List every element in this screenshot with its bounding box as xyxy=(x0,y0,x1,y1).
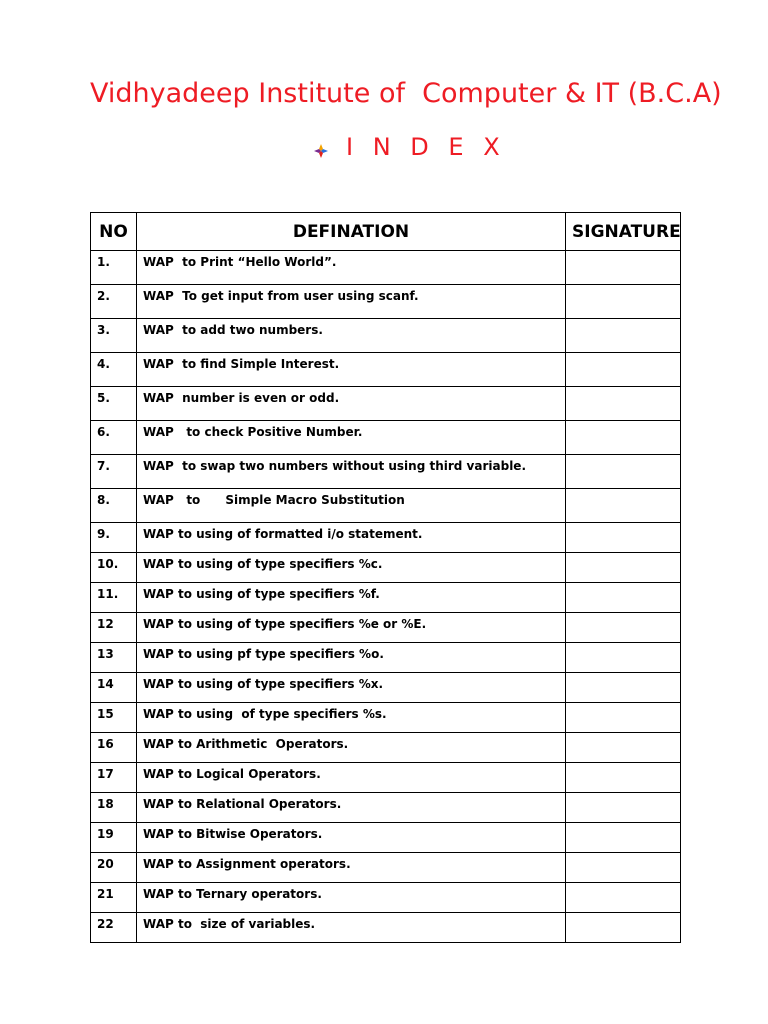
table-row xyxy=(91,455,681,489)
row-definition-cell: WAP to using of type specifiers %f. xyxy=(137,583,566,613)
row-signature-cell[interactable] xyxy=(566,853,681,883)
row-definition-cell: WAP to Ternary operators. xyxy=(137,883,566,913)
row-number-cell: 19 xyxy=(91,823,137,853)
table-row xyxy=(91,353,681,387)
row-number-cell: 10. xyxy=(91,553,137,583)
row-number-cell: 1. xyxy=(91,251,137,285)
table-row xyxy=(91,763,681,793)
row-definition-cell: WAP to find Simple Interest. xyxy=(137,353,566,387)
row-definition-cell: WAP to swap two numbers without using third variable. xyxy=(137,455,566,489)
row-signature-cell[interactable] xyxy=(566,489,681,523)
table-body xyxy=(91,251,681,943)
table-row xyxy=(91,613,681,643)
table-row xyxy=(91,387,681,421)
row-number-cell: 5. xyxy=(91,387,137,421)
row-definition-cell: WAP to using of type specifiers %s. xyxy=(137,703,566,733)
index-title: I N D E X xyxy=(346,133,506,161)
row-signature-cell[interactable] xyxy=(566,793,681,823)
row-signature-cell[interactable] xyxy=(566,251,681,285)
row-signature-cell[interactable] xyxy=(566,883,681,913)
table-row xyxy=(91,853,681,883)
column-header-no: NO xyxy=(91,213,137,251)
row-definition-cell: WAP to using of type specifiers %c. xyxy=(137,553,566,583)
row-signature-cell[interactable] xyxy=(566,733,681,763)
row-number-cell: 20 xyxy=(91,853,137,883)
row-number-cell: 8. xyxy=(91,489,137,523)
table-row xyxy=(91,733,681,763)
column-header-signature: SIGNATURE xyxy=(566,213,681,251)
row-signature-cell[interactable] xyxy=(566,455,681,489)
four-color-star-bullet-icon xyxy=(314,144,328,158)
row-definition-cell: WAP to Print “Hello World”. xyxy=(137,251,566,285)
row-signature-cell[interactable] xyxy=(566,387,681,421)
table-row xyxy=(91,643,681,673)
row-signature-cell[interactable] xyxy=(566,353,681,387)
row-number-cell: 9. xyxy=(91,523,137,553)
row-definition-cell: WAP to Simple Macro Substitution xyxy=(137,489,566,523)
row-definition-cell: WAP to Arithmetic Operators. xyxy=(137,733,566,763)
table-row xyxy=(91,883,681,913)
row-signature-cell[interactable] xyxy=(566,285,681,319)
row-definition-cell: WAP to Logical Operators. xyxy=(137,763,566,793)
row-signature-cell[interactable] xyxy=(566,673,681,703)
row-number-cell: 6. xyxy=(91,421,137,455)
row-definition-cell: WAP to using pf type specifiers %o. xyxy=(137,643,566,673)
row-signature-cell[interactable] xyxy=(566,613,681,643)
row-signature-cell[interactable] xyxy=(566,319,681,353)
table-row xyxy=(91,251,681,285)
row-number-cell: 7. xyxy=(91,455,137,489)
table-row xyxy=(91,823,681,853)
row-number-cell: 12 xyxy=(91,613,137,643)
row-number-cell: 4. xyxy=(91,353,137,387)
row-number-cell: 3. xyxy=(91,319,137,353)
table-row xyxy=(91,285,681,319)
row-number-cell: 14 xyxy=(91,673,137,703)
row-number-cell: 18 xyxy=(91,793,137,823)
row-signature-cell[interactable] xyxy=(566,703,681,733)
row-signature-cell[interactable] xyxy=(566,643,681,673)
row-definition-cell: WAP to check Positive Number. xyxy=(137,421,566,455)
row-number-cell: 16 xyxy=(91,733,137,763)
row-definition-cell: WAP to Relational Operators. xyxy=(137,793,566,823)
index-heading xyxy=(314,131,506,163)
row-number-cell: 22 xyxy=(91,913,137,943)
row-number-cell: 11. xyxy=(91,583,137,613)
column-header-definition: DEFINATION xyxy=(137,213,566,251)
row-signature-cell[interactable] xyxy=(566,553,681,583)
row-signature-cell[interactable] xyxy=(566,421,681,455)
row-definition-cell: WAP number is even or odd. xyxy=(137,387,566,421)
row-signature-cell[interactable] xyxy=(566,823,681,853)
table-row xyxy=(91,673,681,703)
table-row xyxy=(91,583,681,613)
row-signature-cell[interactable] xyxy=(566,913,681,943)
row-number-cell: 21 xyxy=(91,883,137,913)
row-signature-cell[interactable] xyxy=(566,583,681,613)
table-row xyxy=(91,319,681,353)
row-definition-cell: WAP To get input from user using scanf. xyxy=(137,285,566,319)
row-number-cell: 17 xyxy=(91,763,137,793)
index-table xyxy=(90,212,681,943)
table-row xyxy=(91,553,681,583)
row-definition-cell: WAP to Bitwise Operators. xyxy=(137,823,566,853)
row-signature-cell[interactable] xyxy=(566,523,681,553)
row-number-cell: 13 xyxy=(91,643,137,673)
table-header-row xyxy=(91,213,681,251)
row-signature-cell[interactable] xyxy=(566,763,681,793)
row-definition-cell: WAP to using of type specifiers %e or %E. xyxy=(137,613,566,643)
row-number-cell: 15 xyxy=(91,703,137,733)
table-row xyxy=(91,703,681,733)
row-definition-cell: WAP to using of type specifiers %x. xyxy=(137,673,566,703)
table-row xyxy=(91,489,681,523)
row-definition-cell: WAP to add two numbers. xyxy=(137,319,566,353)
table-row xyxy=(91,793,681,823)
row-definition-cell: WAP to using of formatted i/o statement. xyxy=(137,523,566,553)
document-title: Vidhyadeep Institute of Computer & IT (B.C.A) xyxy=(90,78,722,109)
row-number-cell: 2. xyxy=(91,285,137,319)
row-definition-cell: WAP to size of variables. xyxy=(137,913,566,943)
table-row xyxy=(91,913,681,943)
row-definition-cell: WAP to Assignment operators. xyxy=(137,853,566,883)
table-row xyxy=(91,523,681,553)
table-row xyxy=(91,421,681,455)
